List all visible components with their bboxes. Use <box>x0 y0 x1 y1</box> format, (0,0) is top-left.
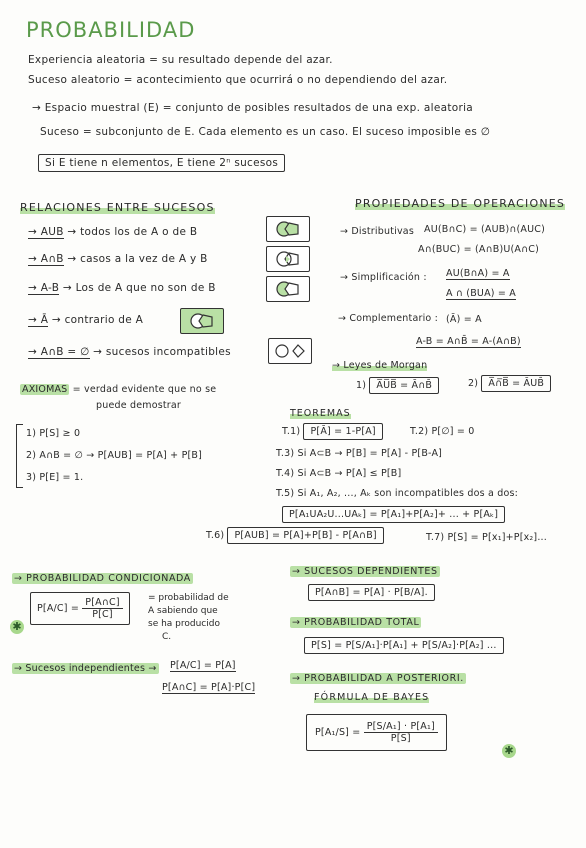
condicionada-heading: → PROBABILIDAD CONDICIONADA <box>14 573 191 584</box>
teorema-6-number: T.6) <box>206 530 225 541</box>
relaciones-heading: RELACIONES ENTRE SUCESOS <box>20 201 215 214</box>
condicionada-note-1: = probabilidad de <box>148 593 229 603</box>
teorema-1-formula: P[Ā] = 1-P[A] <box>303 423 382 440</box>
relacion-desc: → casos a la vez de A y B <box>67 253 208 265</box>
teorema-6-formula: P[AUB] = P[A]+P[B] - P[A∩B] <box>227 527 383 544</box>
def-suceso: Suceso = subconjunto de E. Cada elemento es un caso. El suceso imposible es ∅ <box>40 126 491 138</box>
independientes-formula-1: P[A/C] = P[A] <box>170 660 236 671</box>
bayes-lhs: P[A₁/S] = <box>315 727 361 738</box>
condicionada-lhs: P[A/C] = <box>37 603 80 614</box>
teorema-1-number: T.1) <box>282 426 301 437</box>
teorema-7: T.7) P[S] = P[x₁]+P[x₂]... <box>426 532 547 543</box>
condicionada-note-3: se ha producido <box>148 619 220 629</box>
teorema-3: T.3) Si A⊂B → P[B] = P[A] - P[B-A] <box>276 448 443 459</box>
venn-union-icon <box>266 216 310 242</box>
axioma-3: 3) P[E] = 1. <box>26 472 84 483</box>
axiomas-definition <box>20 384 216 395</box>
distributiva-2: A∩(BUC) = (A∩B)U(A∩C) <box>418 244 540 255</box>
relacion-formula: → A∩B <box>28 253 64 265</box>
axiomas-bracket <box>16 424 23 488</box>
independientes-label: → Sucesos independientes → <box>14 663 157 674</box>
dependientes-heading: → SUCESOS DEPENDIENTES <box>292 566 438 577</box>
teorema-5-formula: P[A₁UA₂U...UAₖ] = P[A₁]+P[A₂]+ ... + P[Aₖ] <box>282 506 505 523</box>
def-experiencia-aleatoria: Experiencia aleatoria = su resultado depende del azar. <box>28 54 333 66</box>
def-suceso-aleatorio: Suceso aleatorio = acontecimiento que ocurrirá o no dependiendo del azar. <box>28 74 448 86</box>
relacion-formula: → Ā <box>28 314 49 326</box>
condicionada-den: P[C] <box>92 609 113 620</box>
teorema-1 <box>282 426 383 437</box>
relacion-desc: → Los de A que no son de B <box>62 282 216 294</box>
relacion-desc: → todos los de A o de B <box>67 226 198 238</box>
bayes-den: P[S] <box>390 733 411 744</box>
leyes-morgan-text: → Leyes de Morgan <box>332 360 428 371</box>
distributivas-label: → Distributivas <box>340 226 414 237</box>
teoremas-heading: TEOREMAS <box>290 408 351 419</box>
page-title: PROBABILIDAD <box>26 18 196 42</box>
complementario-label: → Complementario : <box>338 313 439 324</box>
relacion-union <box>28 226 197 238</box>
bayes-heading-2: FÓRMULA DE BAYES <box>314 692 430 703</box>
condicionada-note <box>148 592 229 644</box>
teorema-6 <box>206 530 384 541</box>
relacion-formula: → A∩B = ∅ <box>28 346 90 358</box>
bayes-num: P[S/A₁] · P[A₁] <box>364 721 438 733</box>
relacion-formula: → AUB <box>28 226 64 238</box>
bayes-formula <box>306 714 447 751</box>
morgan-2-formula: A̅∩̅B̅ = ĀUB̄ <box>481 375 551 392</box>
morgan-2-number: 2) <box>468 378 479 389</box>
bayes-fraction <box>364 721 438 744</box>
relacion-contrario <box>28 314 143 326</box>
relacion-incompatibles <box>28 346 231 358</box>
relacion-desc: → contrario de A <box>51 314 144 326</box>
axioma-2: 2) A∩B = ∅ → P[AUB] = P[A] + P[B] <box>26 450 203 461</box>
condicionada-fraction <box>82 597 122 620</box>
condicionada-note-2: A sabiendo que <box>148 606 218 616</box>
star-icon: ✱ <box>10 620 24 634</box>
total-formula: P[S] = P[S/A₁]·P[A₁] + P[S/A₂]·P[A₂] ... <box>304 637 504 654</box>
morgan-2 <box>468 378 551 389</box>
total-heading: → PROBABILIDAD TOTAL <box>292 617 420 628</box>
axiomas-def-2: puede demostrar <box>96 400 182 411</box>
dependientes-formula: P[A∩B] = P[A] · P[B/A]. <box>308 584 435 601</box>
propiedades-heading: PROPIEDADES DE OPERACIONES <box>355 197 566 210</box>
condicionada-num: P[A∩C] <box>82 597 122 609</box>
star-icon: ✱ <box>502 744 516 758</box>
axioma-1: 1) P[S] ≥ 0 <box>26 428 81 439</box>
teorema-4: T.4) Si A⊂B → P[A] ≤ P[B] <box>276 468 402 479</box>
condicionada-note-4: C. <box>162 632 172 642</box>
venn-incompatibles-icon <box>268 338 312 364</box>
condicionada-formula <box>30 592 130 625</box>
bayes-heading-1: → PROBABILIDAD A POSTERIORI. <box>292 673 464 684</box>
independientes-formula-2: P[A∩C] = P[A]·P[C] <box>162 682 256 693</box>
boxed-sucesos-count: Si E tiene n elementos, E tiene 2ⁿ sucesos <box>38 154 285 172</box>
simplificacion-1: AU(B∩A) = A <box>446 268 510 279</box>
relacion-interseccion <box>28 253 208 265</box>
relacion-formula: → A-B <box>28 282 60 294</box>
morgan-1-formula: A̅U̅B̅ = Ā∩B̄ <box>369 377 439 394</box>
venn-contrario-icon <box>180 308 224 334</box>
relacion-desc: → sucesos incompatibles <box>93 346 231 358</box>
axiomas-def: = verdad evidente que no se <box>72 384 217 395</box>
complementario-formula: (Ā) = A <box>446 314 482 325</box>
axiomas-label: AXIOMAS <box>22 384 68 395</box>
simplificacion-label: → Simplificación : <box>340 272 427 283</box>
diferencia-formula: A-B = A∩B̄ = A-(A∩B) <box>416 336 521 347</box>
venn-interseccion-icon <box>266 246 310 272</box>
morgan-1 <box>356 380 439 391</box>
relacion-diferencia <box>28 282 216 294</box>
def-espacio-muestral: → Espacio muestral (E) = conjunto de posibles resultados de una exp. aleatoria <box>32 102 474 114</box>
teorema-5-condition: T.5) Si A₁, A₂, ..., Aₖ son incompatibles dos a dos: <box>276 488 519 499</box>
teorema-2: T.2) P[∅] = 0 <box>410 426 475 437</box>
leyes-morgan-label <box>332 360 427 371</box>
venn-diferencia-icon <box>266 276 310 302</box>
distributiva-1: AU(B∩C) = (AUB)∩(AUC) <box>424 224 546 235</box>
simplificacion-2: A ∩ (BUA) = A <box>446 288 516 299</box>
morgan-1-number: 1) <box>356 380 367 391</box>
